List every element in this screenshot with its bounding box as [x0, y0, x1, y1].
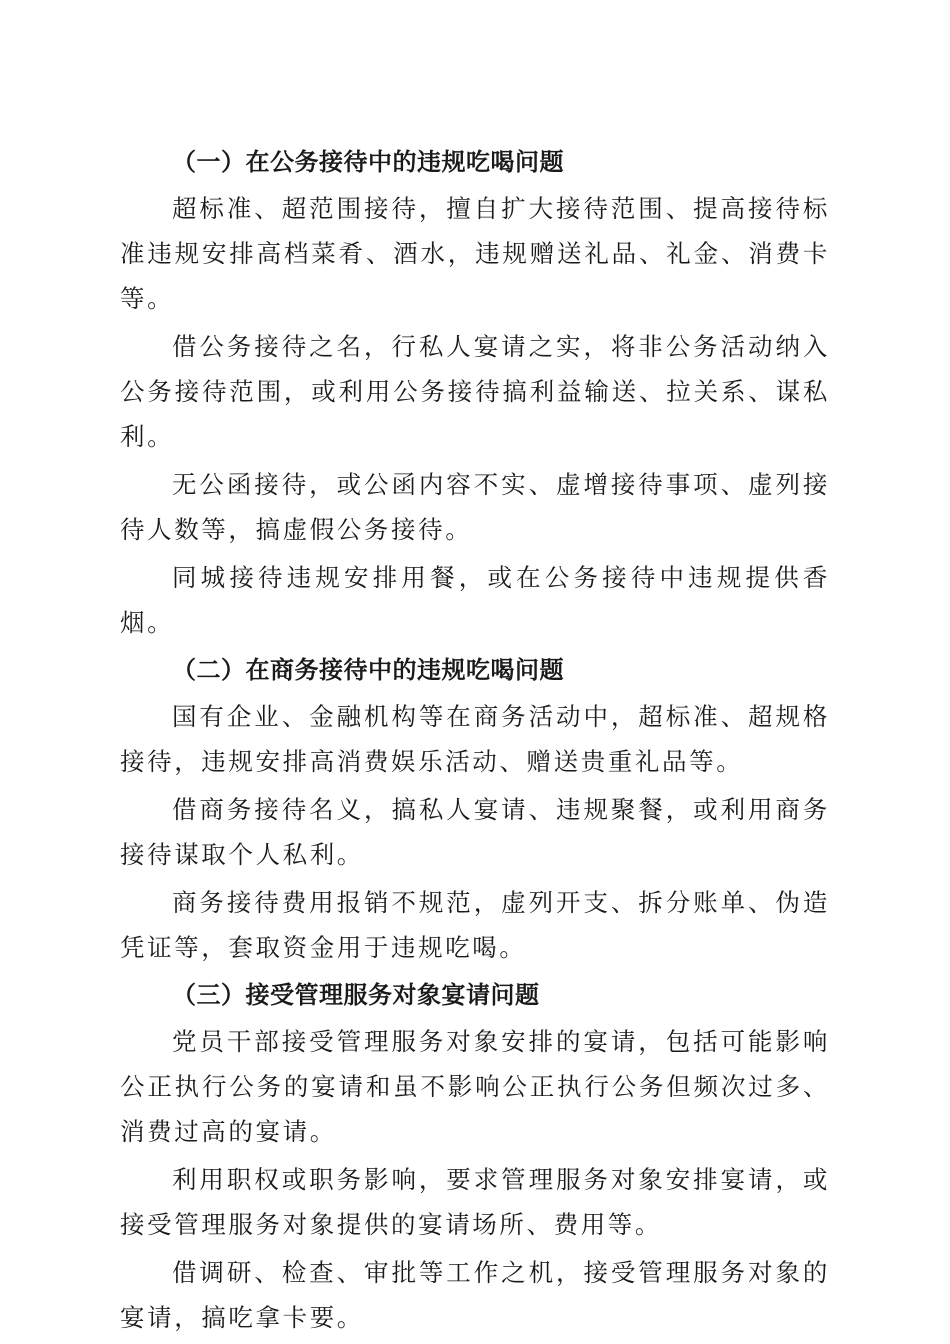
section-heading: （三）接受管理服务对象宴请问题 [172, 980, 540, 1009]
section-1 [120, 140, 830, 645]
paragraph: 借公务接待之名，行私人宴请之实，将非公务活动纳入公务接待范围，或利用公务接待搞利益输送、拉关系、谋私利。 [120, 332, 830, 451]
paragraph: 国有企业、金融机构等在商务活动中，超标准、超规格接待，违规安排高消费娱乐活动、赠送贵重礼品等。 [120, 702, 830, 776]
paragraph: 超标准、超范围接待，擅自扩大接待范围、提高接待标准违规安排高档菜肴、酒水，违规赠送礼品、礼金、消费卡等。 [120, 194, 830, 313]
document-page [120, 140, 830, 1343]
paragraph: 利用职权或职务影响，要求管理服务对象安排宴请，或接受管理服务对象提供的宴请场所、费用等。 [120, 1165, 830, 1239]
section-heading: （一）在公务接待中的违规吃喝问题 [172, 147, 564, 176]
paragraph: 党员干部接受管理服务对象安排的宴请，包括可能影响公正执行公务的宴请和虽不影响公正执行公务但频次过多、消费过高的宴请。 [120, 1027, 830, 1146]
paragraph: 同城接待违规安排用餐，或在公务接待中违规提供香烟。 [120, 563, 830, 637]
section-heading: （二）在商务接待中的违规吃喝问题 [172, 655, 564, 684]
paragraph: 借商务接待名义，搞私人宴请、违规聚餐，或利用商务接待谋取个人私利。 [120, 795, 830, 869]
paragraph: 借调研、检查、审批等工作之机，接受管理服务对象的宴请，搞吃拿卡要。 [120, 1258, 830, 1332]
section-2 [120, 648, 830, 970]
paragraph: 商务接待费用报销不规范，虚列开支、拆分账单、伪造凭证等，套取资金用于违规吃喝。 [120, 888, 830, 962]
paragraph: 无公函接待，或公函内容不实、虚增接待事项、虚列接待人数等，搞虚假公务接待。 [120, 470, 830, 544]
section-3 [120, 973, 830, 1340]
